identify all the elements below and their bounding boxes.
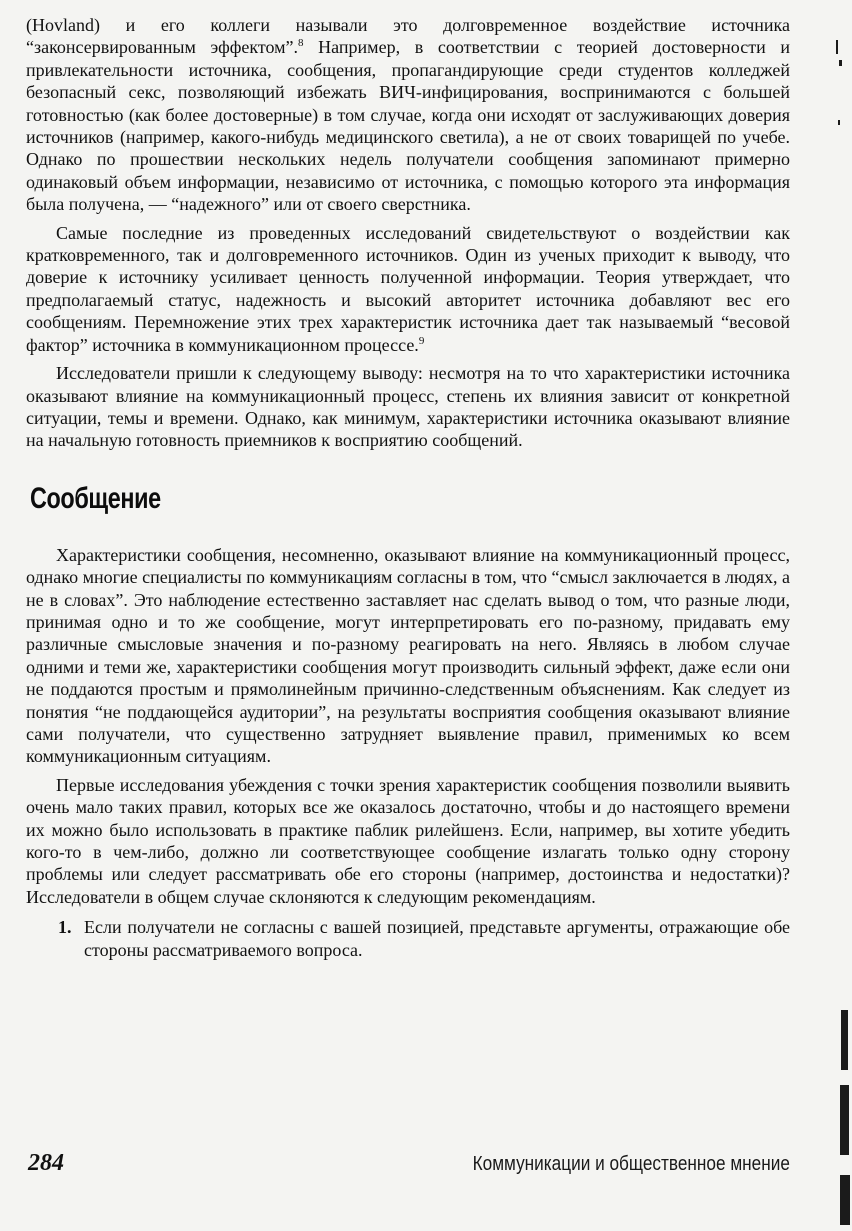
- paragraph-1-text-cont: Например, в соответствии с теорией достоверности и привлекательности источника, сообщения, пропагандирующие среди студентов колледжей безопасный секс, позволяющий избежать ВИЧ-инфицирования, воспринимаются с большей готовностью (как более достоверные) в том случае, когда они исходят от заслуживающих доверия источников (например, какого-нибудь медицинского светила), а не от своих товарищей по учебе. Однако по прошествии нескольких недель получатели сообщения запоминают примерно одинаковый объем информации, независимо от источника, с помощью которого эта информация была получена, — “надежного” или от своего сверстника.: [26, 37, 790, 215]
- paragraph-2: [26, 222, 790, 356]
- paragraph-4-text: Характеристики сообщения, несомненно, оказывают влияние на коммуникационный процесс, однако многие специалисты по коммуникациям согласны в том, что “смысл заключается в людях, а не в словах”. Это наблюдение естественно заставляет нас сделать вывод о том, что разные люди, принимая одно и то же сообщение, могут интерпретировать его по-разному, придавать ему различные смысловые значения и по-разному реагировать на него. Являясь в любом случае одними и теми же, характеристики сообщения могут производить сильный эффект, даже если они не поддаются простым и прямолинейным причинно-следственным объяснениям. Как следует из понятия “не поддающейся аудитории”, на результаты восприятия сообщения оказывают влияние сами получатели, что существенно затрудняет выявление правил, применимых ко всем коммуникационным ситуациям.: [26, 544, 790, 767]
- paragraph-2-text: Самые последние из проведенных исследований свидетельствуют о воздействии как кратковременного, так и долговременного источников. Один из ученых приходит к выводу, что доверие к источнику усиливает ценность полученной информации. Теория утверждает, что предполагаемый статус, надежность и высокий авторитет источника добавляют вес его сообщениям. Перемножение этих трех характеристик источника дает так называемый “весовой фактор” источника в коммуникационном процессе.: [26, 222, 790, 355]
- list-item-number: 1.: [58, 917, 72, 938]
- paragraph-3-text: Исследователи пришли к следующему выводу: несмотря на то что характеристики источника оказывают влияние на коммуникационный процесс, степень их влияния зависит от конкретной ситуации, темы и времени. Однако, как минимум, характеристики источника оказывают влияние на начальную готовность приемников к восприятию сообщений.: [26, 363, 790, 451]
- paragraph-1-text: (Hovland) и его коллеги называли это долговременное воздействие источника “законсервированным эффектом”.: [26, 15, 790, 58]
- scan-mark: [836, 40, 838, 54]
- section-heading: Сообщение: [30, 481, 161, 515]
- page-body: [26, 14, 790, 961]
- running-title: Коммуникации и общественное мнение: [472, 1153, 790, 1175]
- scan-mark: [841, 1010, 848, 1070]
- paragraph-5-text: Первые исследования убеждения с точки зрения характеристик сообщения позволили выявить очень мало таких правил, которых все же оказалось достаточно, чтобы и до настоящего времени их можно было использовать в практике паблик рилейшенз. Если, например, вы хотите убедить кого-то в чем-либо, должно ли соответствующее сообщение излагать только одну сторону проблемы или следует рассматривать обе его стороны (например, достоинства и недостатки)? Исследователи в общем случае склоняются к следующим рекомендациям.: [26, 774, 790, 907]
- footnote-ref-9[interactable]: 9: [418, 334, 425, 347]
- paragraph-5: [26, 774, 790, 908]
- paragraph-4: [26, 544, 790, 768]
- paragraph-1: [26, 14, 790, 216]
- scan-mark: [840, 1175, 850, 1225]
- scan-edge-artifact: [830, 0, 852, 1231]
- page-footer: [28, 1150, 790, 1177]
- paragraph-3: [26, 362, 790, 452]
- scan-mark: [839, 60, 842, 66]
- list-item: [26, 916, 790, 961]
- list-item-text: Если получатели не согласны с вашей позицией, представьте аргументы, отражающие обе стороны рассматриваемого вопроса.: [84, 917, 790, 960]
- scan-mark: [838, 120, 840, 125]
- footnote-ref-8[interactable]: 8: [298, 37, 304, 50]
- page-number: 284: [28, 1150, 64, 1176]
- scan-mark: [840, 1085, 849, 1155]
